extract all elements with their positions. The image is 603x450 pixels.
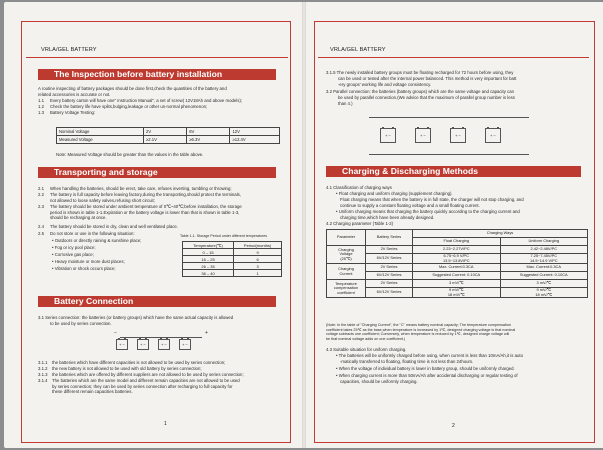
cell [413,254,501,264]
cell: ≥6.3V [187,136,230,144]
bullet-uniform: • Uniform charging means that charging the battery quickly according to the charging current and [336,209,520,214]
item-3-2: 3.2 Parallel connection: the batteries (battery groups) which are the same voltage and capacity can [326,89,514,94]
cell: Parameter [327,230,366,246]
cell: 2V Series [366,264,413,272]
cell: 3 mV/℃ [500,280,588,288]
cell: 0 – 15 [183,249,234,256]
cell: 1 [234,270,282,277]
battery-icon: + − [158,339,170,350]
cell-line: Temperature [335,280,357,286]
cell-line: Current [339,270,353,276]
item-2-2-cont: not allowed to loose safety valves,refusing short circuit; [50,197,155,203]
charging-note-1: (Note: In the table of "Charging Current", the "C" means battery nominal capacity; The temperature compensation [326,323,511,327]
cell: Nominal Voltage [57,128,144,136]
battery-icon: + − [137,339,149,350]
cell: ≥2.1V [144,136,187,144]
cell-line: 9 mV/℃ [536,287,552,293]
table-row [327,264,588,272]
plus-symbol: + [205,330,208,336]
cell-line: (25℃) [340,255,352,261]
left-header-rule [26,57,288,58]
item-2-3: 2.3 The battery should be stored under ambient temperature of 0℃~40℃;before installation, the storage [38,204,242,209]
section-title-connection: Battery Connection [38,296,276,307]
storage-head-row [183,242,282,249]
item-4-3: 4.3 Suitable situation for uniform charging. [326,347,407,352]
cell: Temperature(℃) [183,242,234,249]
connector-line [369,117,529,118]
item-1-2: 1.2 Check the battery life have splits,bulging,leakage or other un-normal phenomenon; [38,104,208,109]
bullet-outdoors: • Outdoors or directly raining & sunshine place; [52,238,142,243]
uniform-bullet-1-cont: -matically transferred to floating, floating time is not less than 24hours. [340,359,474,364]
cell: 2.42~2.48V/PC [500,246,588,254]
page-number-left: 1 [164,421,167,427]
cell [327,246,366,264]
cell: 6V/12V Series [366,288,413,298]
cell: 6V/12V Series [366,272,413,280]
item-4-1: 4.1 Classification of charging ways [326,185,392,190]
uniform-desc: charging time,which have been already designed. [340,214,435,220]
cell: Suggested Current: 0.10CA [413,272,501,280]
cell: 2V Series [366,246,413,254]
storage-caption: Table 1-1. Storage Period under different temperatures [180,234,268,238]
item-3-1-3: 3.1.3 the batteries which are offered by different suppliers are not allowed to be used by series connection; [38,372,244,377]
item-3-2-cont2: than 4.) [338,101,353,106]
cell: 3 [234,263,282,270]
cell: Uniform Charging [500,238,588,246]
item-2-3-cont2: should be recharging at once. [50,215,107,220]
cell: 2.23~2.27V/PC [413,246,501,254]
cell-line: 9 mV/℃ [448,287,464,293]
cell-line: Voltage [339,251,353,257]
charging-note-3: voltage subtracts one coefficient; Conversely, when temperature is reduced by 1℃, designed charge voltage will [326,332,510,337]
bullet-corrosive: • Corrosive gas place; [52,252,94,257]
bullet-float-uniform: • Float charging and uniform charging (supplement charging). [336,191,453,196]
cell: Battery Series [366,230,413,246]
table-row [183,263,282,270]
item-2-4: 2.4 The battery should be stored in dry, clean and well ventilated place. [38,224,178,229]
cell-line: 13.5~13.8V/PC [443,257,470,263]
left-header: VRLA/GEL BATTERY [41,47,97,53]
cell: 12V [230,128,280,136]
section-title-inspection: The Inspection before battery installation [38,69,276,80]
connector-line [369,154,529,155]
intro-line-2: related accessories is accurate or not. [38,91,111,97]
cell: 9 [234,249,282,256]
item-3-1-4-cont2: these different remain capacities batteries. [52,389,133,394]
table-row [183,249,282,256]
cell [413,288,501,298]
item-1-1: 1.1 Every battery carton will have one" Instruction Manual", a set of screw( 12V18Ah and above models); [38,98,242,103]
cell: Suggested Current: 0.10CA [500,272,588,280]
cell: 6 [234,256,282,263]
connector-line [120,337,202,338]
cell: Max. Current:0.3CA [500,264,588,272]
minus-symbol: − [114,330,117,336]
item-2-5: 2.5 Do not store or use in the following situation: [38,231,135,236]
cell-line: 18 mV/℃ [535,291,553,297]
cell: Period(months) [234,242,282,249]
left-page [4,2,304,448]
item-3-1-cont: to be used by series connection. [50,321,112,326]
manual-spread [4,2,603,448]
item-2-2: 2.2 The battery is full capacity before leaving factory,during the transporting,should protect the terminals, [38,192,241,197]
battery-icon: + − [415,128,431,143]
cell [327,264,366,280]
voltage-table-row [57,128,280,136]
voltage-table-row [57,136,280,144]
item-3-1: 3.1 Series connection: the batteries (or battery groups) which have the same actual capacity is allowed [38,315,234,320]
item-3-1-1: 3.1.1 the batteries which have different capacities is not allowed to be used by series connection; [38,360,226,365]
table-row [183,256,282,263]
cell: Float Charging [413,238,501,246]
right-header-rule [318,57,589,58]
voltage-note: Note: Measured Voltage should be greater than the values in the table above. [56,152,204,157]
cell: Measured Voltage [57,136,144,144]
cell [500,288,588,298]
bullet-vibration: • Vibration or shock occurs place; [52,266,116,271]
cell [327,280,366,298]
intro-line-1: A routine inspecting of battery packages should be done first,check the quantities of the battery and [38,86,227,91]
right-page [304,2,603,448]
battery-icon: + − [380,128,396,143]
item-3-1-5-cont: can be used or tested after the internal power balanced. This method is very important for batt [338,76,517,81]
charging-note-2: coefficient takes 25℃ as the base,when temperature is increased by 1℃, designed charging voltage is that nominal [326,327,516,332]
table-row [327,254,588,264]
cell-line: compensation [333,285,359,291]
cell: 16 – 25 [183,256,234,263]
cell: 26 – 35 [183,263,234,270]
item-2-1: 2.1 When handling the batteries, should be erect, take care, refuses inverting, tumbling or throwing; [38,186,232,191]
item-3-1-4: 3.1.4 The batteries which are the same model and different remain capacities are not allowed to be used [38,378,240,383]
cell: 2V [144,128,187,136]
uniform-bullet-3-cont: capacities, should be uniformly charging. [340,379,418,384]
cell-line: Charging [338,266,354,272]
float-desc-1: Float charging means that when the battery is in full state, the charger will not stop charging, and [340,197,524,202]
item-3-1-5-cont2: -ery groups' working life and voltage consistency. [338,82,432,87]
charging-note-4: be that nominal voltage adds on one coefficient.) [326,336,406,341]
voltage-table [56,127,280,144]
cell-line: Charging [338,246,354,252]
item-2-3-cont: period is shown in table 1-1.Expiration or the battery voltage is lower than that is shown in table 1-3, [50,209,240,215]
battery-icon: + − [179,339,191,350]
cell: 6V/12V Series [366,254,413,264]
battery-icon: + − [450,128,466,143]
table-row [327,230,588,238]
cell: ≥12.4V [230,136,280,144]
cell: 6V [187,128,230,136]
cell [500,254,588,264]
battery-icon: + − [116,339,128,350]
table-row [183,270,282,277]
item-3-2-cont: be used by parallel connection.(We advice that the maximum of parallel group number is less [338,95,515,100]
bullet-moisture: • Heavy moisture or more dust places; [52,259,125,264]
bullet-fog: • Fog or icy pool place; [52,245,96,250]
table-row [327,288,588,298]
cell-line: 14.5~14.9 V/PC [529,257,558,263]
uniform-bullet-1: • The batteries will be uniformly charged before using, when current is less than 10mA/Ah,it is auto [336,353,524,358]
page-number-right: 2 [452,423,455,429]
item-3-1-5: 3.1.5 The newly installed battery groups must be floating recharged for 72 hours before using, they [326,70,514,75]
uniform-bullet-3: • When charging current is more than 50mA/Ah after accidental discharging or regular testing of [336,373,518,378]
cell-line: 6.75~6.9 V/PC [443,253,469,258]
section-title-transport: Transporting and storage [38,167,276,178]
item-1-3: 1.3 Battery Voltage Testing: [38,110,96,115]
item-4-2: 4.2 Charging parameter (Table 1-2) [326,221,394,226]
cell-line: coefficient [337,290,355,296]
cell: Charging Ways [413,230,588,238]
cell-line: 7.25~7.45V/PC [530,253,557,258]
cell: 2V Series [366,280,413,288]
section-title-charging: Charging & Discharging Methods [326,166,581,177]
cell-line: 18 mV/℃ [447,291,465,297]
battery-icon: + − [485,128,501,143]
charging-parameter-table [326,229,588,298]
right-header: VRLA/GEL BATTERY [330,47,386,53]
item-3-1-2: 3.1.2 the new battery is not allowed to be used with old battery by series connection; [38,366,202,371]
table-row [327,272,588,280]
storage-table [182,241,282,277]
float-desc-2: continue to supply a constant floating voltage and a small floating current. [340,202,480,208]
item-3-1-4-cont: by series connection; they can be used by series connection after recharging to full capacity for [52,383,233,389]
uniform-bullet-2: • When the voltage of individual battery is lower in battery group, should be uniformly charged. [336,366,515,371]
cell: 36 – 40 [183,270,234,277]
cell: 3 mV/℃ [413,280,501,288]
cell: Max. Current:0.3CA [413,264,501,272]
